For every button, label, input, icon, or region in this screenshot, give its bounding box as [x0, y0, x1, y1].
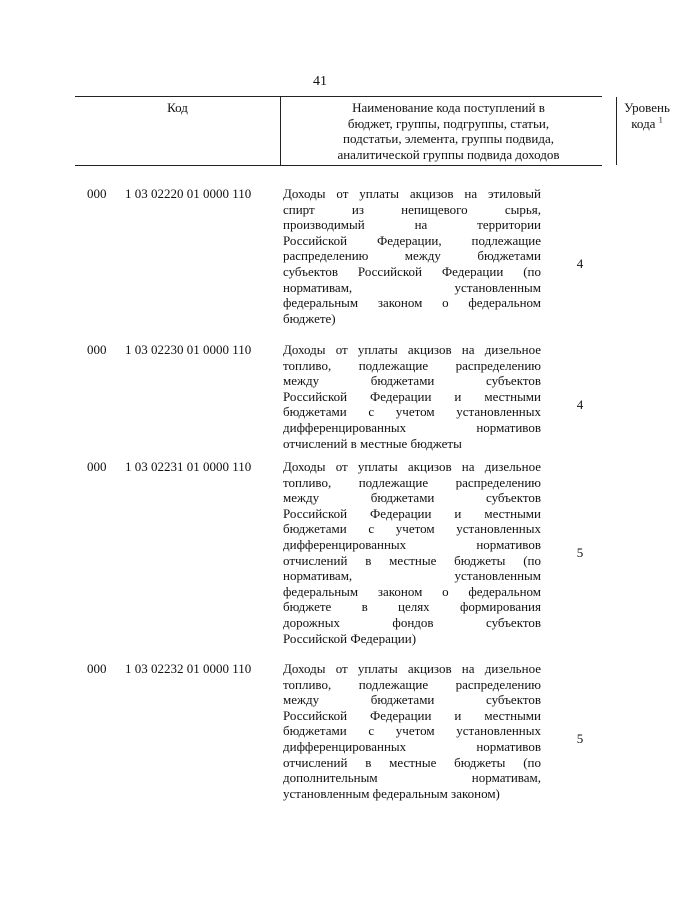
revenue-code: 1 03 02232 01 0000 110 — [125, 661, 252, 676]
description-line: дорожных фондов субъектов — [283, 614, 541, 630]
revenue-code: 1 03 02220 01 0000 110 — [125, 186, 252, 201]
table-row — [0, 661, 640, 801]
description-line: нормативам, установленным — [283, 279, 541, 295]
header-name-line: аналитической группы подвида доходов — [337, 146, 560, 162]
code-level: 4 — [576, 396, 584, 412]
header-level-word: кода — [631, 115, 656, 131]
description-line: Российской Федерации и местными — [283, 505, 541, 521]
description-line: между бюджетами субъектов — [283, 373, 541, 389]
description-line: бюджете) — [283, 310, 336, 326]
page-number: 41 — [313, 74, 327, 89]
table-header — [75, 96, 670, 166]
admin-code: 000 — [87, 459, 107, 474]
description-line: Российской Федерации и местными — [283, 388, 541, 404]
description-line: установленным федеральным законом) — [283, 785, 500, 801]
header-level-line — [617, 116, 677, 132]
description-line: нормативам, установленным — [283, 568, 541, 584]
description-line: отчислений в местные бюджеты (по — [283, 754, 541, 770]
header-code: Код — [167, 100, 188, 115]
description-line: Российской Федерации) — [283, 630, 417, 646]
description-line: производимый на территории — [283, 217, 541, 233]
table-row — [0, 186, 640, 326]
table-row — [0, 342, 640, 451]
description-line: топливо, подлежащие распределению — [283, 357, 541, 373]
description-line: федеральным законом о федеральном — [283, 295, 541, 311]
code-level: 5 — [576, 544, 584, 560]
description-line: федеральным законом о федеральном — [283, 583, 541, 599]
header-name — [280, 97, 617, 165]
code-level: 4 — [576, 256, 584, 272]
revenue-description — [283, 661, 541, 801]
description-line: дополнительным нормативам, — [283, 770, 541, 786]
description-line: Российской Федерации и местными — [283, 707, 541, 723]
revenue-code: 1 03 02231 01 0000 110 — [125, 459, 252, 474]
table-row — [0, 459, 640, 646]
description-line: отчислений в местные бюджеты (по — [283, 552, 541, 568]
description-line: распределению между бюджетами — [283, 248, 541, 264]
description-line: Доходы от уплаты акцизов на дизельное — [283, 661, 541, 676]
revenue-description — [283, 186, 541, 326]
description-line: бюджетами с учетом установленных — [283, 723, 541, 739]
description-line: спирт из непищевого сырья, — [283, 201, 541, 217]
header-name-line: подстатьи, элемента, группы подвида, — [343, 131, 554, 146]
description-line: бюджетами с учетом установленных — [283, 404, 541, 420]
description-line: Доходы от уплаты акцизов на этиловый — [283, 186, 541, 201]
description-line: дифференцированных нормативов — [283, 738, 541, 754]
header-level — [617, 97, 677, 165]
description-line: между бюджетами субъектов — [283, 692, 541, 708]
revenue-code: 1 03 02230 01 0000 110 — [125, 342, 252, 357]
description-line: отчислений в местные бюджеты — [283, 435, 462, 451]
description-line: бюджетами с учетом установленных — [283, 521, 541, 537]
revenue-description — [283, 459, 541, 646]
admin-code: 000 — [87, 186, 107, 201]
description-line: топливо, подлежащие распределению — [283, 676, 541, 692]
footnote-marker: 1 — [658, 115, 663, 125]
description-line: дифференцированных нормативов — [283, 536, 541, 552]
header-name-line: Наименование кода поступлений в — [352, 100, 545, 115]
description-line: между бюджетами субъектов — [283, 490, 541, 506]
code-level: 5 — [576, 731, 584, 747]
description-line: бюджете в целях формирования — [283, 599, 541, 615]
admin-code: 000 — [87, 342, 107, 357]
header-level-line: Уровень — [624, 100, 670, 115]
revenue-description — [283, 342, 541, 451]
description-line: Российской Федерации, подлежащие — [283, 232, 541, 248]
header-name-line: бюджет, группы, подгруппы, статьи, — [347, 115, 550, 131]
admin-code: 000 — [87, 661, 107, 676]
description-line: Доходы от уплаты акцизов на дизельное — [283, 459, 541, 474]
description-line: дифференцированных нормативов — [283, 419, 541, 435]
description-line: топливо, подлежащие распределению — [283, 474, 541, 490]
description-line: Доходы от уплаты акцизов на дизельное — [283, 342, 541, 357]
description-line: субъектов Российской Федерации (по — [283, 263, 541, 279]
